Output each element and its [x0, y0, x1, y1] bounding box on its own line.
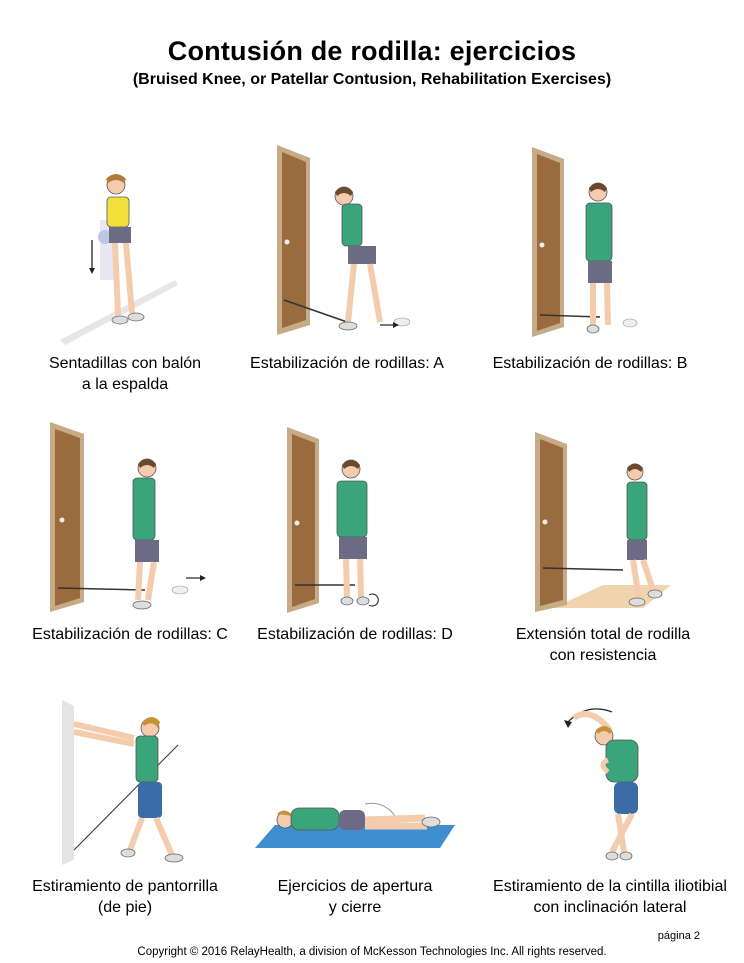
caption-standing-calf-stretch: Estiramiento de pantorrilla (de pie) [32, 878, 218, 916]
exercise-clamshell [255, 790, 455, 916]
wall-squat-illustration [60, 165, 190, 345]
caption-knee-stabilization-d: Estabilización de rodillas: D [257, 626, 453, 643]
caption-knee-stabilization-c: Estabilización de rodillas: C [32, 626, 228, 643]
knee-stabilization-b-illustration [530, 145, 650, 340]
page-number: página 2 [657, 930, 700, 942]
caption-clamshell: Ejercicios de apertura y cierre [277, 878, 433, 916]
knee-stabilization-a-illustration [272, 140, 422, 340]
caption-wall-squat: Sentadillas con balón a la espalda [48, 355, 202, 393]
exercise-knee-stabilization-d [257, 425, 453, 643]
knee-stabilization-c-illustration [40, 420, 200, 615]
knee-stabilization-d-illustration [285, 425, 405, 615]
exercise-knee-stabilization-a [250, 140, 444, 372]
page-subtitle: (Bruised Knee, or Patellar Contusion, Rehabilitation Exercises) [132, 71, 612, 88]
exercise-knee-extension-resistance [515, 430, 691, 664]
exercise-knee-stabilization-c [32, 420, 228, 643]
exercise-wall-squat [48, 165, 202, 393]
copyright-notice: Copyright © 2016 RelayHealth, a division of McKesson Technologies Inc. All rights reserved. [137, 946, 607, 958]
caption-it-band-stretch: Estiramiento de la cintilla iliotibial con inclinación lateral [493, 878, 727, 916]
exercise-it-band-stretch [493, 700, 727, 916]
clamshell-illustration [255, 790, 455, 850]
caption-knee-extension-resistance: Extensión total de rodilla con resistencia [515, 626, 691, 664]
exercise-knee-stabilization-b [492, 145, 688, 372]
caption-knee-stabilization-b: Estabilización de rodillas: B [492, 355, 688, 372]
caption-knee-stabilization-a: Estabilización de rodillas: A [250, 355, 444, 372]
calf-stretch-illustration [60, 700, 190, 865]
knee-extension-illustration [533, 430, 673, 615]
it-band-stretch-illustration [560, 700, 660, 865]
exercise-standing-calf-stretch [32, 700, 218, 916]
page-title: Contusión de rodilla: ejercicios [167, 36, 577, 66]
